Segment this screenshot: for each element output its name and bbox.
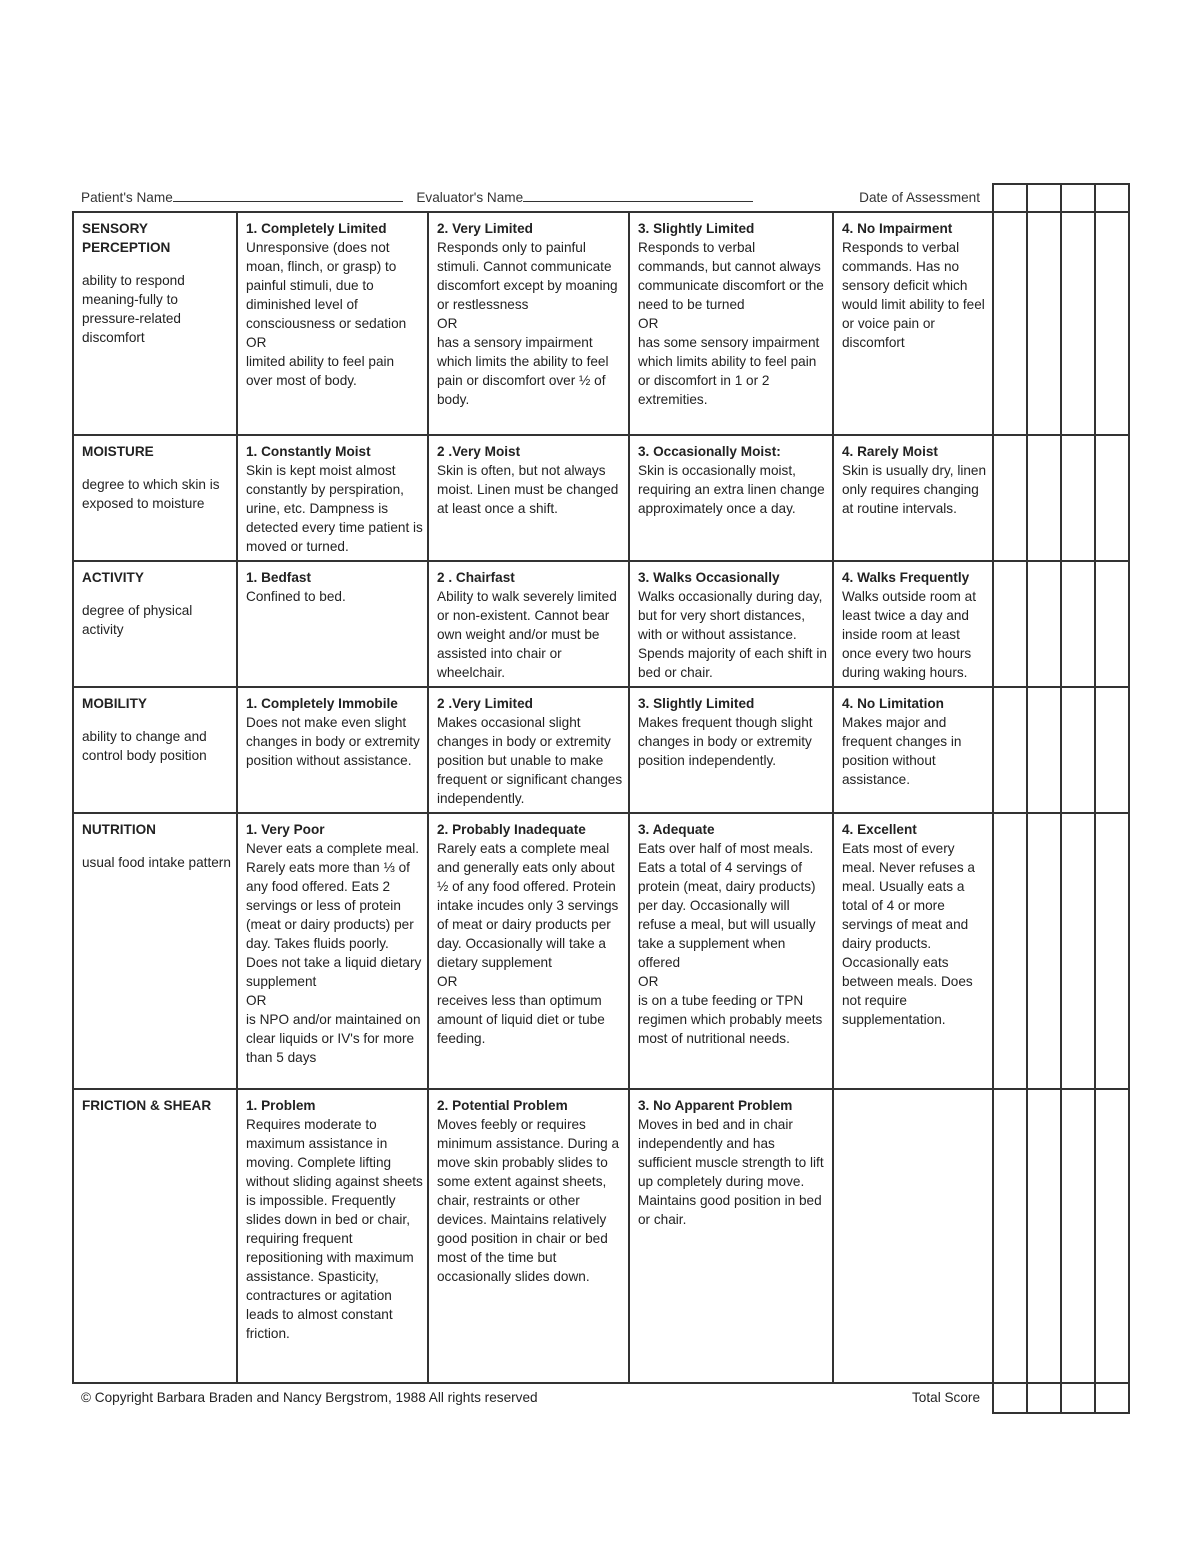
level-cell: [237, 1089, 428, 1383]
criterion-name: MOISTURE: [82, 444, 154, 459]
criterion-cell: [73, 1089, 237, 1383]
level-title: 1. Very Poor: [246, 822, 325, 837]
level-cell: [833, 435, 993, 561]
level-description: Confined to bed.: [246, 589, 346, 604]
level-title: 1. Completely Immobile: [246, 696, 398, 711]
score-cell[interactable]: [993, 813, 1027, 1089]
level-description: Responds to verbal commands. Has no sensory deficit which would limit ability to feel or voice pain or discomfort: [842, 240, 985, 350]
level-description: Rarely eats a complete meal and generally eats only about ½ of any food offered. Protein intake incudes only 3 servings of meat or dairy products per day. Occasionally will take a dietary supplement OR receives less than optimum amount of liquid diet or tube feeding.: [437, 841, 619, 1046]
criterion-name: SENSORY PERCEPTION: [82, 221, 171, 255]
score-cell[interactable]: [993, 212, 1027, 435]
total-score-label: Total Score: [912, 1390, 981, 1405]
level-description: Makes major and frequent changes in position without assistance.: [842, 715, 962, 787]
level-cell: [237, 435, 428, 561]
score-cell[interactable]: [993, 561, 1027, 687]
level-description: Moves feebly or requires minimum assistance. During a move skin probably slides to some extent against sheets, chair, restraints or other devices. Maintains relatively good position in chair or bed most of the time but occasionally slides down.: [437, 1117, 620, 1284]
criterion-description: degree of physical activity: [82, 603, 193, 637]
score-cell[interactable]: [993, 435, 1027, 561]
level-description: Makes occasional slight changes in body or extremity position but unable to make frequent or significant changes independently.: [437, 715, 623, 806]
total-score-cell[interactable]: [1095, 1383, 1129, 1413]
date-cell[interactable]: [1095, 184, 1129, 212]
level-description: Does not make even slight changes in body or extremity position without assistance.: [246, 715, 420, 768]
criterion-cell: [73, 212, 237, 435]
level-title: 2. Probably Inadequate: [437, 822, 586, 837]
level-cell: [237, 212, 428, 435]
level-description: Walks occasionally during day, but for very short distances, with or without assistance. Spends majority of each shift in bed or chair.: [638, 589, 827, 680]
criterion-row: [73, 435, 1129, 561]
date-cell[interactable]: [1061, 184, 1095, 212]
level-description: Unresponsive (does not moan, flinch, or grasp) to painful stimuli, due to diminished level of consciousness or sedation OR limited ability to feel pain over most of body.: [246, 240, 407, 388]
level-title: 2 . Chairfast: [437, 570, 515, 585]
score-cell[interactable]: [993, 1089, 1027, 1383]
score-cell[interactable]: [1095, 687, 1129, 813]
level-description: Eats most of every meal. Never refuses a meal. Usually eats a total of 4 or more servings of meat and dairy products. Occasionally eats between meals. Does not require supplementation.: [842, 841, 975, 1027]
score-cell[interactable]: [993, 687, 1027, 813]
level-cell: [629, 1089, 833, 1383]
criterion-row: [73, 561, 1129, 687]
level-cell: [629, 435, 833, 561]
footer-row: [73, 1383, 1129, 1413]
level-cell: [428, 561, 629, 687]
level-cell: [629, 687, 833, 813]
level-cell: [833, 561, 993, 687]
criterion-row: [73, 1089, 1129, 1383]
criterion-description: ability to respond meaning-fully to pressure-related discomfort: [82, 273, 185, 345]
level-title: 2. Very Limited: [437, 221, 533, 236]
level-title: 2 .Very Limited: [437, 696, 533, 711]
evaluator-name-label: Evaluator's Name: [416, 190, 524, 205]
score-cell[interactable]: [1095, 1089, 1129, 1383]
level-title: 3. Walks Occasionally: [638, 570, 780, 585]
level-title: 3. No Apparent Problem: [638, 1098, 793, 1113]
level-description: Eats over half of most meals. Eats a total of 4 servings of protein (meat, dairy products) per day. Occasionally will refuse a meal, but will usually take a supplement when offered OR is on a tube feeding or TPN regimen which probably meets most of nutritional needs.: [638, 841, 823, 1046]
date-of-assessment-label: Date of Assessment: [859, 190, 981, 205]
score-cell[interactable]: [1027, 212, 1061, 435]
level-description: Responds to verbal commands, but cannot always communicate discomfort or the need to be turned OR has some sensory impairment which limits ability to feel pain or discomfort in 1 or 2 extremities.: [638, 240, 824, 407]
criterion-name: MOBILITY: [82, 696, 147, 711]
level-title: 4. Rarely Moist: [842, 444, 938, 459]
level-cell: [237, 561, 428, 687]
criterion-cell: [73, 687, 237, 813]
level-title: 3. Occasionally Moist:: [638, 444, 781, 459]
criterion-row: [73, 212, 1129, 435]
level-cell: [428, 813, 629, 1089]
level-cell: [833, 1089, 993, 1383]
score-cell[interactable]: [1027, 561, 1061, 687]
score-cell[interactable]: [1061, 212, 1095, 435]
score-cell[interactable]: [1095, 561, 1129, 687]
level-description: Skin is usually dry, linen only requires changing at routine intervals.: [842, 463, 987, 516]
level-title: 4. Walks Frequently: [842, 570, 970, 585]
criterion-cell: [73, 561, 237, 687]
level-cell: [237, 687, 428, 813]
score-cell[interactable]: [1027, 1089, 1061, 1383]
level-title: 1. Constantly Moist: [246, 444, 371, 459]
level-title: 2 .Very Moist: [437, 444, 521, 459]
criterion-description: ability to change and control body position: [82, 729, 207, 763]
criterion-name: ACTIVITY: [82, 570, 144, 585]
level-cell: [833, 813, 993, 1089]
criterion-name: NUTRITION: [82, 822, 157, 837]
criterion-row: [73, 687, 1129, 813]
score-cell[interactable]: [1027, 435, 1061, 561]
criterion-description: usual food intake pattern: [82, 855, 231, 870]
evaluator-name-field[interactable]: [523, 189, 753, 202]
patient-name-field[interactable]: [173, 189, 403, 202]
header-fields: [73, 184, 993, 212]
score-cell[interactable]: [1061, 435, 1095, 561]
score-cell[interactable]: [1095, 813, 1129, 1089]
total-score-cell[interactable]: [1061, 1383, 1095, 1413]
score-cell[interactable]: [1061, 813, 1095, 1089]
level-cell: [629, 813, 833, 1089]
score-cell[interactable]: [1095, 212, 1129, 435]
level-title: 4. No Limitation: [842, 696, 944, 711]
criterion-cell: [73, 435, 237, 561]
level-description: Requires moderate to maximum assistance in moving. Complete lifting without sliding against sheets is impossible. Frequently slides down in bed or chair, requiring frequent repositioning with maximum assistance. Spasticity, contractures or agitation leads to almost constant friction.: [246, 1117, 423, 1341]
level-cell: [629, 561, 833, 687]
level-title: 1. Completely Limited: [246, 221, 387, 236]
level-title: 1. Bedfast: [246, 570, 311, 585]
level-cell: [833, 212, 993, 435]
score-cell[interactable]: [1061, 687, 1095, 813]
level-description: Moves in bed and in chair independently and has sufficient muscle strength to lift up completely during move. Maintains good position in bed or chair.: [638, 1117, 824, 1227]
level-cell: [428, 1089, 629, 1383]
level-title: 3. Adequate: [638, 822, 715, 837]
level-title: 3. Slightly Limited: [638, 221, 755, 236]
criterion-cell: [73, 813, 237, 1089]
score-cell[interactable]: [1095, 435, 1129, 561]
level-cell: [428, 435, 629, 561]
footer-text: [73, 1383, 993, 1413]
level-cell: [237, 813, 428, 1089]
criterion-name: FRICTION & SHEAR: [82, 1098, 212, 1113]
level-title: 1. Problem: [246, 1098, 316, 1113]
level-description: Skin is often, but not always moist. Linen must be changed at least once a shift.: [437, 463, 619, 516]
level-cell: [428, 212, 629, 435]
level-title: 2. Potential Problem: [437, 1098, 568, 1113]
level-title: 4. Excellent: [842, 822, 917, 837]
criterion-row: [73, 813, 1129, 1089]
level-cell: [629, 212, 833, 435]
level-description: Makes frequent though slight changes in body or extremity position independently.: [638, 715, 813, 768]
level-title: 3. Slightly Limited: [638, 696, 755, 711]
score-cell[interactable]: [1027, 687, 1061, 813]
date-cell[interactable]: [993, 184, 1027, 212]
patient-name-label: Patient's Name: [81, 190, 173, 205]
total-score-cell[interactable]: [1027, 1383, 1061, 1413]
total-score-cell[interactable]: [993, 1383, 1027, 1413]
header-row: [73, 184, 1129, 212]
level-description: Skin is occasionally moist, requiring an extra linen change approximately once a day.: [638, 463, 825, 516]
score-cell[interactable]: [1027, 813, 1061, 1089]
level-cell: [428, 687, 629, 813]
level-description: Never eats a complete meal. Rarely eats more than ⅓ of any food offered. Eats 2 servings or less of protein (meat or dairy products) per day. Takes fluids poorly. Does not take a liquid dietary supplement OR is NPO and/or maintained on clear liquids or IV's for more than 5 days: [246, 841, 422, 1065]
level-description: Responds only to painful stimuli. Cannot communicate discomfort except by moaning or restlessness OR has a sensory impairment which limits the ability to feel pain or discomfort over ½ of body.: [437, 240, 618, 407]
copyright-notice: © Copyright Barbara Braden and Nancy Bergstrom, 1988 All rights reserved: [81, 1390, 538, 1405]
braden-scale-form: [72, 183, 1128, 1414]
score-cell[interactable]: [1061, 561, 1095, 687]
level-description: Skin is kept moist almost constantly by perspiration, urine, etc. Dampness is detected every time patient is moved or turned.: [246, 463, 423, 554]
date-cell[interactable]: [1027, 184, 1061, 212]
level-description: Ability to walk severely limited or non-existent. Cannot bear own weight and/or must be assisted into chair or wheelchair.: [437, 589, 617, 680]
assessment-table: [72, 183, 1130, 1414]
level-title: 4. No Impairment: [842, 221, 953, 236]
level-description: Walks outside room at least twice a day and inside room at least once every two hours during waking hours.: [842, 589, 976, 680]
level-cell: [833, 687, 993, 813]
criterion-description: degree to which skin is exposed to moisture: [82, 477, 220, 511]
score-cell[interactable]: [1061, 1089, 1095, 1383]
